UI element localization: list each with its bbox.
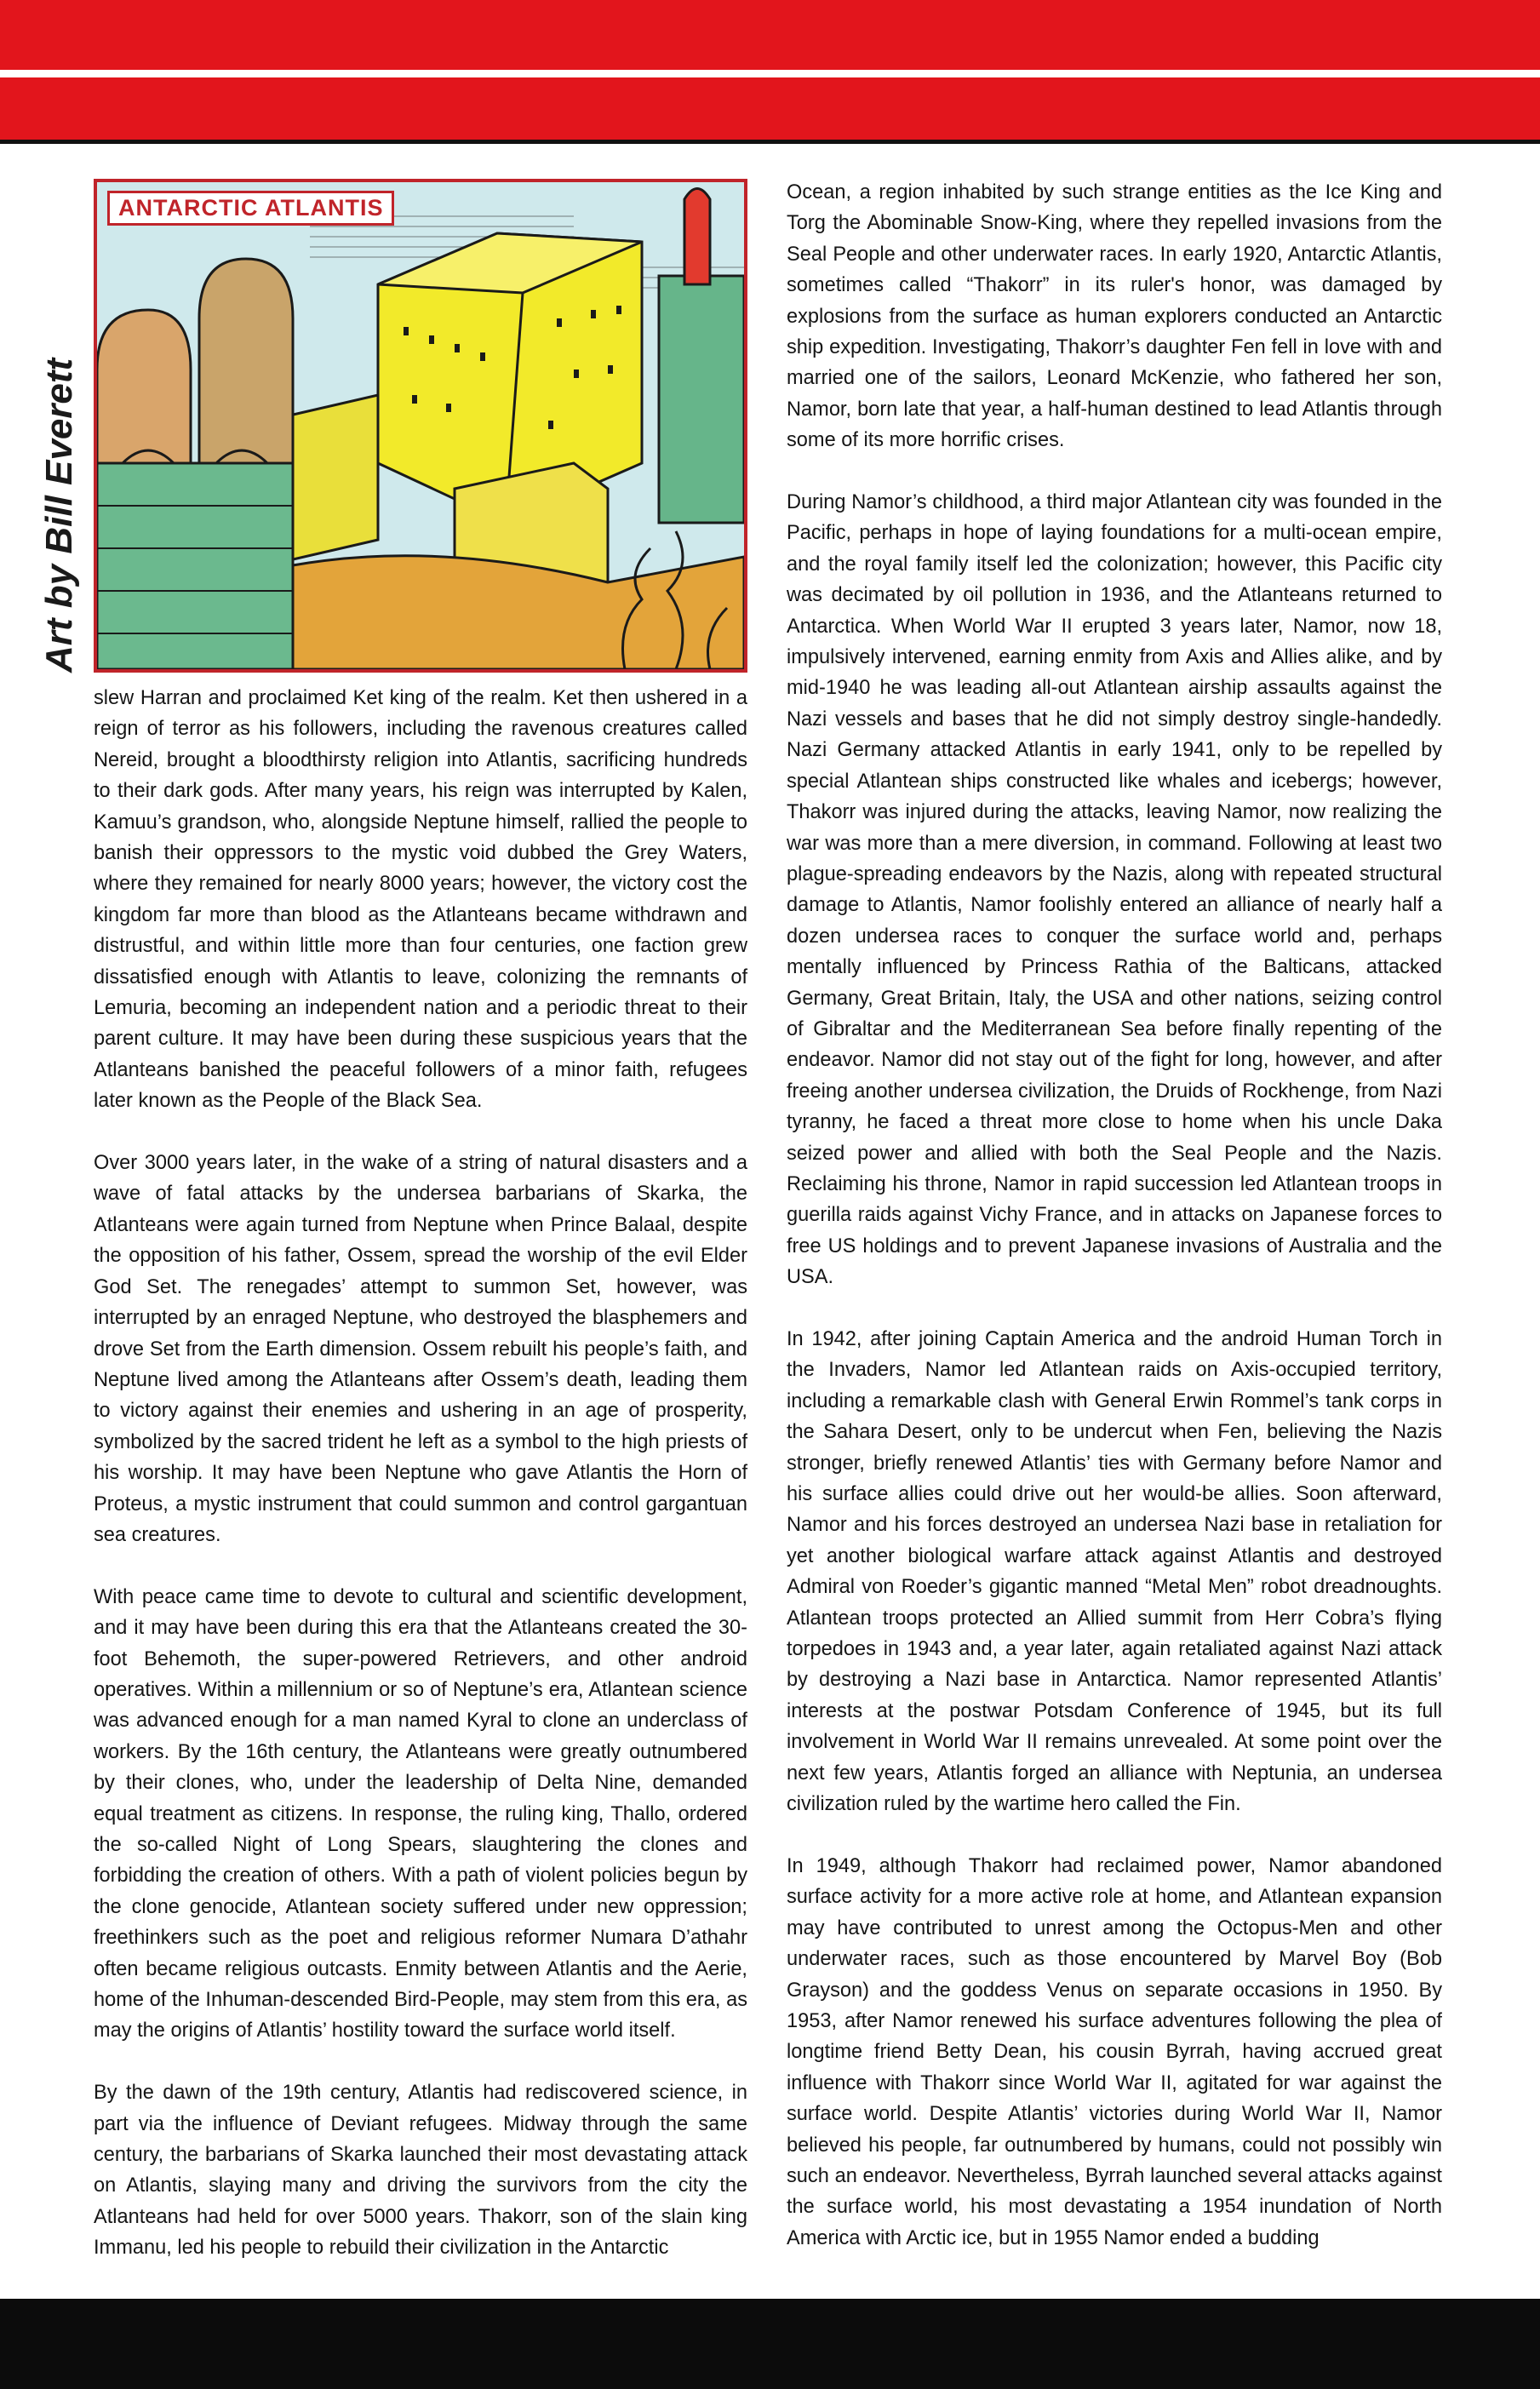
- left-column: [94, 683, 747, 2264]
- header-red-band: [0, 0, 1540, 70]
- header-rule: [0, 140, 1540, 144]
- paragraph: In 1949, although Thakorr had reclaimed power, Namor abandoned surface activity for a more active role at home, and Atlantean expansion may have contributed to unrest among the Octopus-Men and other underwater races, such as those encountered by Marvel Boy (Bob Grayson) and the goddess Venus on separate occasions in 1950. By 1953, after Namor renewed his surface adventures following the plea of longtime friend Betty Dean, his cousin Byrrah, having accrued great influence with Thakorr since World War II, agitated for war against the surface world. Despite Atlantis’ victories during World War II, Namor believed his people, far outnumbered by humans, could not possibly win such an endeavor. Nevertheless, Byrrah launched several attacks against the surface world, his most devastating a 1954 inundation of North America with Arctic ice, but in 1955 Namor ended a budding: [787, 1854, 1442, 2249]
- header-banner: [0, 0, 1540, 143]
- paragraph: Over 3000 years later, in the wake of a string of natural disasters and a wave of fatal attacks by the undersea barbarians of Skarka, the Atlanteans were again turned from Neptune when Prince Balaal, despite the opposition of his father, Ossem, spread the worship of the evil Elder God Set. The renegades’ attempt to summon Set, however, was interrupted by an enraged Neptune, who destroyed the blasphemers and drove Set from the Earth dimension. Ossem rebuilt his people’s faith, and Neptune lived among the Atlanteans after Ossem’s death, leading them to victory against their enemies and ushering in an age of prosperity, symbolized by the sacred trident he left as a symbol to the high priests of his worship. It may have been Neptune who gave Atlantis the Horn of Proteus, a mystic instrument that could summon and control gargantuan sea creatures.: [94, 1152, 747, 1546]
- illustration-label: ANTARCTIC ATLANTIS: [107, 191, 394, 226]
- paragraph: In 1942, after joining Captain America and the android Human Torch in the Invaders, Namor led Atlantean raids on Axis-occupied territory, including a remarkable clash with General Erwin Rommel’s tank corps in the Sahara Desert, only to be undercut when Fen, believing the Nazis stronger, briefly renewed Atlantis’ ties with Germany before Namor and his surface allies could drive out her would-be allies. Soon afterward, Namor and his forces destroyed an undersea Nazi base in retaliation for yet another biological warfare attack against Atlantis and destroyed Admiral von Roeder’s gigantic manned “Metal Men” robot dreadnoughts. Atlantean troops protected an Allied summit from Herr Cobra’s flying torpedoes in 1943 and, a year later, again retaliated against Nazi attack by destroying a Nazi base in Antarctica. Namor represented Atlantis’ interests at the postwar Potsdam Conference of 1945, but its full involvement in World War II remains unrevealed. At some point over the next few years, Atlantis forged an alliance with Neptunia, an undersea civilization ruled by the wartime hero called the Fin.: [787, 1328, 1442, 1816]
- header-white-stripe: [0, 70, 1540, 77]
- paragraph: By the dawn of the 19th century, Atlantis had rediscovered science, in part via the influence of Deviant refugees. Midway through the same century, the barbarians of Skarka launched their most devastating attack on Atlantis, slaying many and driving the survivors from the city the Atlanteans had held for over 5000 years. Thakorr, son of the slain king Immanu, led his people to rebuild their civilization in the Antarctic: [94, 2082, 747, 2260]
- city-illustration: [97, 182, 744, 669]
- footer-bar: [0, 2299, 1540, 2389]
- illustration-antarctic-atlantis: [94, 179, 747, 673]
- art-credit: Art by Bill Everett: [38, 358, 80, 673]
- paragraph: With peace came time to devote to cultural and scientific development, and it may have been during this era that the Atlanteans created the 30-foot Behemoth, the super-powered Retrievers, and other android operatives. Within a millennium or so of Neptune’s era, Atlantean science was advanced enough for a man named Kyral to clone an underclass of workers. By the 16th century, the Atlanteans were greatly outnumbered by their clones, who, under the leadership of Delta Nine, demanded equal treatment as citizens. In response, the ruling king, Thallo, ordered the so-called Night of Long Spears, slaughtering the clones and forbidding the creation of others. With a path of violent policies begun by the clone genocide, Atlantean society suffered under new oppression; freethinkers such as the poet and religious reformer Numara D’athahr often became religious outcasts. Enmity between Atlantis and the Aerie, home of the Inhuman-descended Bird-People, may stem from this era, as may the origins of Atlantis’ hostility toward the surface world itself.: [94, 1585, 747, 2042]
- paragraph: Ocean, a region inhabited by such strange entities as the Ice King and Torg the Abominable Snow-King, where they repelled invasions from the Seal People and other underwater races. In early 1920, Antarctic Atlantis, sometimes called “Thakorr” in its ruler's honor, was damaged by explosions from the surface as human explorers conducted an Antarctic ship expedition. Investigating, Thakorr’s daughter Fen fell in love with and married one of the sailors, Leonard McKenzie, who fathered her son, Namor, born late that year, a half-human destined to lead Atlantis through some of its more horrific crises.: [787, 181, 1442, 452]
- header-red-band-lower: [0, 77, 1540, 140]
- paragraph: slew Harran and proclaimed Ket king of the realm. Ket then ushered in a reign of terror as his followers, including the ravenous creatures called Nereid, brought a bloodthirsty religion into Atlantis, sacrificing hundreds to their dark gods. After many years, his reign was interrupted by Kalen, Kamuu’s grandson, who, alongside Neptune himself, rallied the people to banish their oppressors to the mystic void dubbed the Grey Waters, where they remained for nearly 8000 years; however, the victory cost the kingdom far more than blood as the Atlanteans became withdrawn and distrustful, and within little more than four centuries, one faction grew dissatisfied enough with Atlantis to leave, colonizing the remnants of Lemuria, becoming an independent nation and a periodic threat to their parent culture. It may have been during these suspicious years that the Atlanteans banished the peaceful followers of a minor faith, refugees later known as the People of the Black Sea.: [94, 687, 747, 1113]
- right-column: [787, 177, 1442, 2254]
- paragraph: During Namor’s childhood, a third major Atlantean city was founded in the Pacific, perhaps in hope of laying foundations for a multi-ocean empire, and the royal family itself led the colonization; however, this Pacific city was decimated by oil pollution in 1936, and the Atlanteans returned to Antarctica. When World War II erupted 3 years later, Namor, now 18, impulsively intervened, earning enmity from Axis and Allies alike, and by mid-1940 he was leading all-out Atlantean airship assaults against the Nazi vessels and bases that he did not simply destroy single-handedly. Nazi Germany attacked Atlantis in early 1941, only to be repelled by special Atlantean ships constructed like whales and icebergs; however, Thakorr was injured during the attacks, leaving Namor, now realizing the war was more than a mere diversion, in command. Following at least two plague-spreading endeavors by the Nazis, along with repeated structural damage to Atlantis, Namor foolishly entered an alliance of nearly half a dozen undersea races to conquer the surface world and, perhaps mentally influenced by Princess Rathia of the Balticans, attacked Germany, Great Britain, Italy, the USA and other nations, seizing control of Gibraltar and the Mediterranean Sea before finally repenting of the endeavor. Namor did not stay out of the fight for long, however, and after freeing another undersea civilization, the Druids of Rockhenge, from Nazi tyranny, he faced a threat more close to home when his uncle Daka seized power and allied with both the Seal People and the Nazis. Reclaiming his throne, Namor in rapid succession led Atlantean troops in guerilla raids against Vichy France, and in attacks on Japanese forces to free US holdings and to prevent Japanese invasions of Australia and the USA.: [787, 491, 1442, 1289]
